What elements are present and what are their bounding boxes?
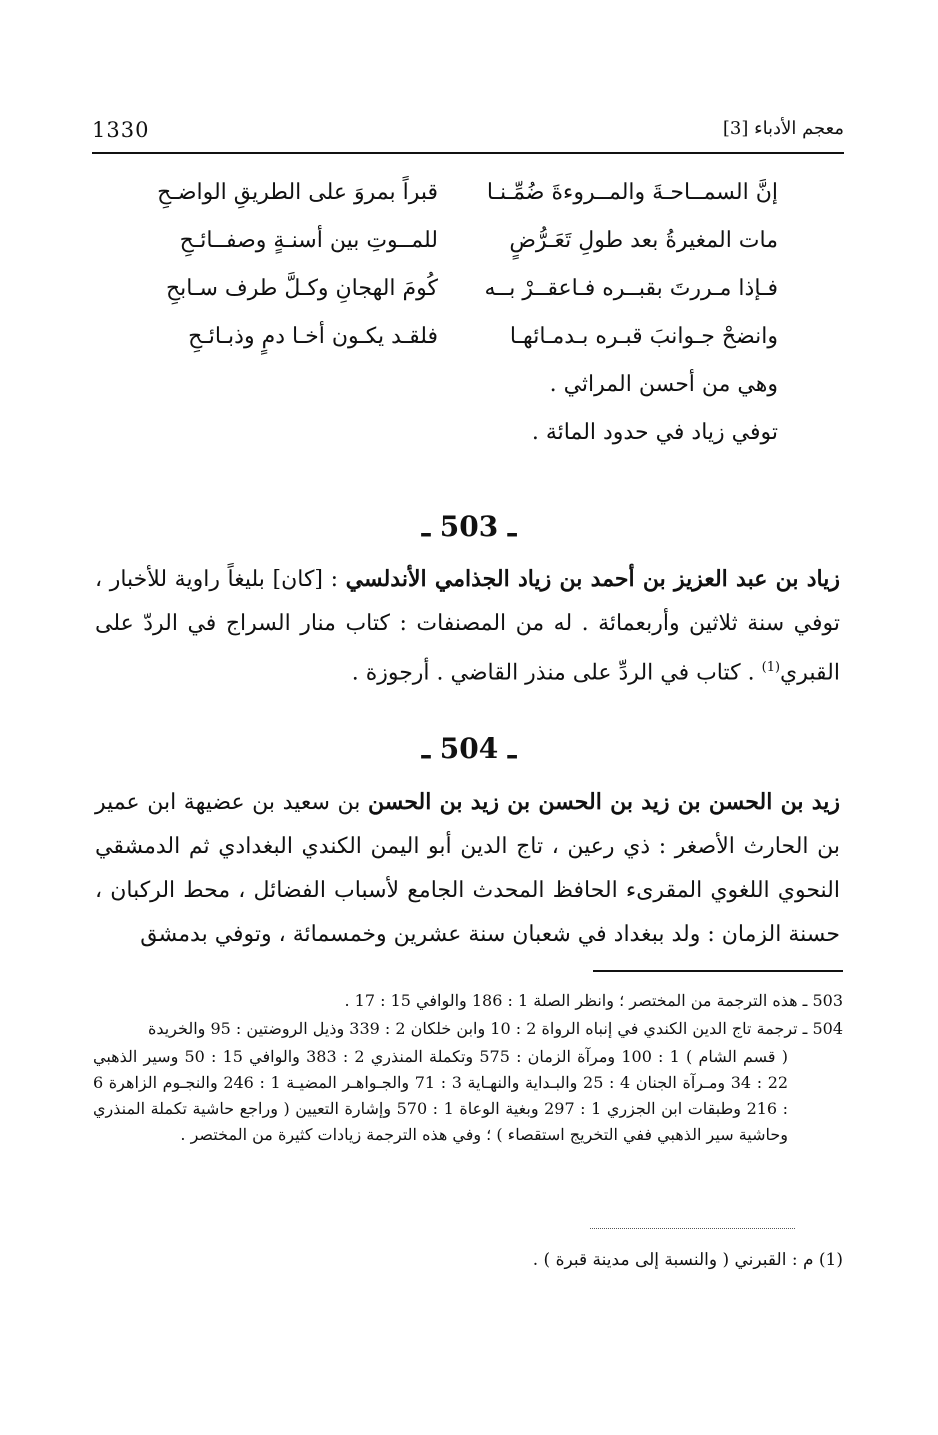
entry-503-text xyxy=(95,557,840,695)
entry-number-503: ـ 503 ـ xyxy=(421,510,517,543)
footnote-504: 504 ـ ترجمة تاج الدين الكندي في إنباه الرواة 2 : 10 وابن خلكان 2 : 339 وذيل الروضتين : 95 والخريدة xyxy=(147,1019,843,1038)
entry-504-name: زيد بن الحسن بن زيد بن الحسن بن زيد بن الحسن xyxy=(367,789,840,815)
entry-504-body: بن سعيد بن عضيهة ابن عمير بن الحارث الأصغر : ذي رعين ، تاج الدين أبو اليمن الكندي البغدادي ثم الدمشقي النحوي اللغوي المقرىء الحافظ المحدث الجامع لأسباب الفضائل ، محط الركبان ، حسنة الزمان : ولد ببغداد في شعبان سنة عشرين وخمسمائة ، وتوفي بدمشق xyxy=(95,790,840,947)
verse-first-hemistich: إنَّ السمــاحـةَ والمــروءةَ ضُمِّـنـا xyxy=(486,180,778,205)
page-header xyxy=(92,118,844,150)
verse-first-hemistich: وانضحْ جـوانبَ قبـره بـدمـائهـا xyxy=(509,324,778,349)
poem-verse xyxy=(138,276,778,324)
poem-verse xyxy=(138,324,778,372)
verse-second-hemistich: للمــوتِ بين أسنـةٍ وصفــائـحِ xyxy=(179,228,438,253)
footnote-504-continued: ( قسم الشام ) 1 : 100 ومرآة الزمان : 575 وتكملة المنذري 2 : 383 والوافي 15 : 50 وسير الذهبي 22 : 34 ومـرآة الجنان 4 : 25 والبـداية والنهـاية 3 : 71 والجـواهـر المضيـة 1 : 246 والنجـوم الزاهرة 6 : 216 وطبقات ابن الجزري 1 : 297 وبغية الوعاة 1 : 570 وإشارة التعيين ( وراجع حاشية تكملة المنذري وحاشية سير الذهبي ففي التخريج استقصاء ) ؛ وفي هذه الترجمة زيادات كثيرة من المختصر . xyxy=(93,1047,789,1144)
death-note: توفي زياد في حدود المائة . xyxy=(531,420,778,445)
footnote-1: (1) م : القبرني ( والنسبة إلى مدينة قبرة ) . xyxy=(532,1250,843,1270)
running-title: معجم الأدباء [3] xyxy=(722,118,844,139)
header-rule xyxy=(92,152,844,154)
entry-504-text xyxy=(95,780,840,957)
verse-first-hemistich: فـإذا مـررتَ بقبــره فـاعقــرْ بــه xyxy=(484,276,778,301)
footnote-503: 503 ـ هذه الترجمة من المختصر ؛ وانظر الصلة 1 : 186 والوافي 15 : 17 . xyxy=(344,991,843,1010)
entry-503-body: : [كان] بليغاً راوية للأخبار ، توفي سنة ثلاثين وأربعمائة . له من المصنفات : كتاب منار السراج في الردّ على القبري xyxy=(95,567,840,686)
poem-verse xyxy=(138,180,778,228)
verse-second-hemistich: كُومَ الهجانِ وكـلَّ طرف سـابحِ xyxy=(165,276,438,301)
footnotes xyxy=(93,988,843,1150)
dotted-separator xyxy=(590,1228,795,1229)
verse-second-hemistich: فلقـد يكـون أخـا دمٍ وذبـائـحِ xyxy=(188,324,438,349)
verse-second-hemistich: قبراً بمروَ على الطريقِ الواضـحِ xyxy=(157,180,438,205)
poem-comment: وهي من أحسن المراثي . xyxy=(549,372,778,397)
verse-first-hemistich: مات المغيرةُ بعد طولِ تَعَـرُّضٍ xyxy=(509,228,778,253)
entry-503-name: زياد بن عبد العزيز بن أحمد بن زياد الجذامي الأندلسي xyxy=(345,566,840,592)
page-number: 1330 xyxy=(92,118,150,142)
entry-number-504: ـ 504 ـ xyxy=(421,732,517,765)
footnote-ref-1: (1) xyxy=(761,660,781,675)
footnote-rule xyxy=(593,970,843,972)
poem-verse xyxy=(138,228,778,276)
entry-503-body-end: . كتاب في الردِّ على منذر القاضي . أرجوزة . xyxy=(351,660,762,686)
poem xyxy=(138,180,778,372)
